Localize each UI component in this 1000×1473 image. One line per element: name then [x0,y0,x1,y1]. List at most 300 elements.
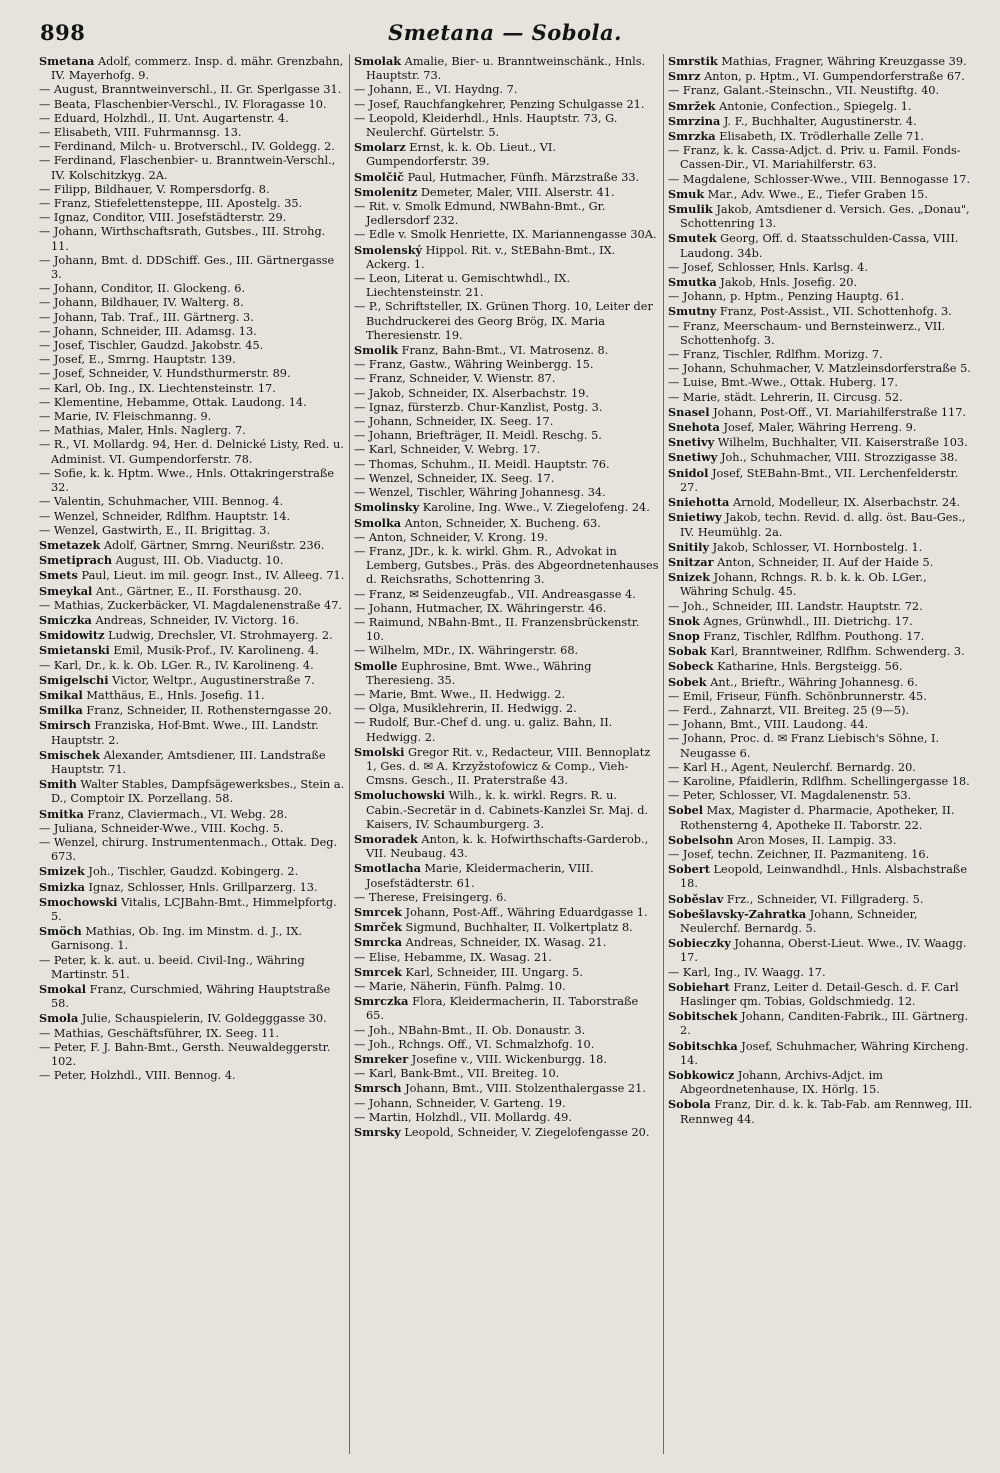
entry-text: — Josef, Tischler, Gaudzd. Jakobstr. 45. [39,339,264,353]
directory-entry [354,1067,659,1081]
directory-entry [668,718,973,732]
directory-entry [668,1097,973,1126]
directory-entry [39,568,345,583]
entry-surname: Smoluchowski [354,788,445,803]
directory-entry [668,789,973,803]
entry-text: — Franz, Stiefelettensteppe, III. Apostelg. 35. [39,197,303,211]
directory-entry [39,396,345,410]
entry-surname: Snok [668,613,700,628]
entry-text: Andreas, Schneider, IX. Wasag. 21. [402,936,607,950]
running-head: Smetana — Sobola. [388,20,622,45]
entry-text: — Ignaz, Conditor, VIII. Josefstädterstr. 29. [39,211,287,225]
entry-text: Matthäus, E., Hnls. Josefig. 11. [82,688,265,702]
entry-text: — Leon, Literat u. Gemischtwhdl., IX. Liechtensteinstr. 21. [354,272,571,300]
entry-surname: Smidowitz [39,628,105,643]
entry-surname: Snetivy [668,435,715,450]
directory-entry [354,300,659,343]
entry-text: Adolf, Gärtner, Smrng. Neurißstr. 236. [100,538,325,552]
directory-entry [39,1041,345,1069]
entry-surname: Sniehotta [668,495,730,510]
directory-entry [668,936,973,965]
entry-text: — Mathias, Geschäftsführer, IX. Seeg. 11. [39,1026,280,1040]
directory-entry [39,584,345,599]
entry-surname: Smitka [39,806,84,821]
entry-text: — Marie, Näherin, Fünfh. Palmg. 10. [354,980,566,993]
entry-surname: Sobert [668,862,710,877]
entry-text: — Johann, Conditor, II. Glockeng. 6. [39,282,246,296]
directory-entry [39,410,345,424]
entry-text: — Emil, Friseur, Fünfh. Schönbrunnerstr. 45. [668,689,927,703]
entry-text: Jakob, Schlosser, VI. Hornbostelg. 1. [709,540,923,554]
directory-entry [668,555,973,570]
directory-entry [354,415,659,429]
entry-text: — Karl, Ob. Ing., IX. Liechtensteinstr. 17. [39,381,276,395]
entry-text: — Ferdinand, Milch- u. Brotverschl., IV. Goldegg. 2. [39,140,335,154]
directory-entry [39,282,345,296]
directory-entry [354,545,659,588]
directory-entry [354,228,659,242]
entry-surname: Smolle [354,658,398,673]
directory-entry [39,424,345,438]
entry-text: — Marie, IV. Fleischmanng. 9. [39,410,212,424]
directory-entry [39,382,345,396]
directory-entry [39,703,345,718]
entry-text: — Franz, Gastw., Währing Weinbergg. 15. [354,358,594,372]
entry-text: — Johann, Schneider, III. Adamsg. 13. [39,324,257,338]
entry-surname: Snietiwy [668,510,722,525]
directory-entry [668,629,973,644]
entry-text: Alexander, Amtsdiener, III. Landstraße Hauptstr. 71. [51,748,326,776]
directory-entry [39,613,345,628]
entry-text: — Wenzel, Schneider, IX. Seeg. 17. [354,471,555,485]
directory-entry [39,864,345,879]
directory-entry [354,1052,659,1067]
directory-entry [39,524,345,538]
entry-surname: Snehota [668,420,720,435]
directory-entry [39,880,345,895]
directory-entry [354,588,659,602]
entry-surname: Smolenitz [354,184,418,199]
directory-entry [354,644,659,658]
directory-entry [39,777,345,806]
directory-entry [668,907,973,936]
directory-entry [668,862,973,891]
entry-text: — Josef, techn. Zeichner, II. Pazmaniteng. 16. [668,847,930,861]
entry-surname: Snasel [668,404,710,419]
directory-entry [39,467,345,495]
entry-text: — Franz, Galant.-Steinschn., VII. Neustiftg. 40. [668,84,940,98]
directory-entry [354,516,659,531]
entry-text: Franziska, Hof-Bmt. Wwe., III. Landstr. Hauptstr. 2. [51,719,319,747]
entry-text: — Franz, k. k. Cassa-Adjct. d. Priv. u. Famil. Fonds-Cassen-Dir., VI. Mariahilferstr. 63. [668,144,961,172]
directory-entry [39,553,345,568]
entry-surname: Smrsch [354,1081,402,1096]
entry-text: Anton, p. Hptm., VI. Gumpendorferstraße 67. [700,70,965,84]
directory-entry [668,659,973,674]
entry-text: — Wenzel, Schneider, Rdlfhm. Hauptstr. 14. [39,509,291,523]
entry-text: Frz., Schneider, VI. Fillgraderg. 5. [723,892,924,906]
directory-entry [354,716,659,744]
entry-surname: Smrcek [354,964,402,979]
entry-text: — Johann, Bildhauer, IV. Walterg. 8. [39,296,244,310]
entry-text: — Johann, Hutmacher, IX. Währingerstr. 46. [354,601,607,615]
directory-entry [39,954,345,982]
entry-text: — Josef, Schlosser, Hnls. Karlsg. 4. [668,260,868,274]
directory-entry [668,690,973,704]
directory-entry [668,600,973,614]
directory-entry [354,688,659,702]
entry-surname: Smreker [354,1052,409,1067]
entry-text: — Therese, Freisingerg. 6. [354,890,507,904]
entry-surname: Snitily [668,539,710,554]
directory-entry [354,401,659,415]
entry-text: Karl, Branntweiner, Rdlfhm. Schwenderg. 3. [706,645,965,659]
entry-text: August, III. Ob. Viaductg. 10. [112,554,284,568]
entry-surname: Sobitschka [668,1038,738,1053]
entry-surname: Smikal [39,687,83,702]
entry-surname: Snitzar [668,554,714,569]
directory-entry [668,644,973,659]
directory-entry [668,435,973,450]
entry-text: Mathias, Fragner, Währing Kreuzgasse 39. [717,55,967,68]
entry-text: — Karl, Ing., IV. Waagg. 17. [668,965,826,979]
directory-entry [354,659,659,688]
directory-entry [39,296,345,310]
directory-entry [39,538,345,553]
directory-entry [39,599,345,613]
entry-surname: Smolak [354,54,402,68]
directory-entry [39,211,345,225]
entry-text: Wilh., k. k. wirkl. Regrs. R. u. Cabin.-Secretär in d. Cabinets-Kanzlei Sr. Maj. d. Kaisers, IV. Schaumburgerg. 3. [366,789,649,831]
directory-entry [668,362,973,376]
entry-text: Johanna, Oberst-Lieut. Wwe., IV. Waagg. 17. [680,937,967,965]
directory-entry [354,486,659,500]
entry-text: Georg, Off. d. Staatsschulden-Cassa, VIII. Laudong. 34b. [680,232,959,260]
directory-entry [668,510,973,539]
directory-entry [354,200,659,228]
entry-text: — Beata, Flaschenbier-Verschl., IV. Floragasse 10. [39,97,327,111]
entry-text: Demeter, Maler, VIII. Alserstr. 41. [417,185,615,199]
entry-text: — Thomas, Schuhm., II. Meidl. Hauptstr. 76. [354,457,610,471]
directory-entry [668,261,973,275]
entry-text: — Edle v. Smolk Henriette, IX. Mariannengasse 30A. [354,228,657,242]
entry-surname: Sobieczky [668,936,731,951]
entry-surname: Snetiwy [668,450,718,465]
entry-text: Johann, Archivs-Adjct. im Abgeordnetenhause, IX. Hörlg. 15. [680,1069,883,1097]
directory-entry [354,905,659,920]
directory-entry [39,1069,345,1083]
directory-entry [39,154,345,182]
directory-entry [354,429,659,443]
entry-text: — Raimund, NBahn-Bmt., II. Franzensbrückenstr. 10. [354,615,640,644]
directory-entry [354,387,659,401]
directory-entry [39,254,345,282]
entry-text: Josef, StEBahn-Bmt., VII. Lerchenfelderstr. 27. [680,466,959,494]
entry-text: Franz, Bahn-Bmt., VI. Matrosenz. 8. [398,344,609,358]
entry-surname: Snizek [668,570,711,585]
directory-entry [668,1068,973,1097]
entry-text: — Juliana, Schneider-Wwe., VIII. Kochg. 5. [39,821,284,835]
entry-text: Mar., Adv. Wwe., E., Tiefer Graben 15. [704,187,928,201]
entry-surname: Smetazek [39,537,101,552]
directory-entry [668,803,973,832]
entry-text: Franz, Leiter d. Detail-Gesch. d. F. Carl Haslinger qm. Tobias, Goldschmiedg. 12. [680,980,959,1008]
entry-text: Johann, Schneider, Neulerchf. Bernardg. 5. [680,907,918,935]
directory-entry [39,1027,345,1041]
entry-text: Johann, Post-Off., VI. Mariahilferstraße 117. [709,405,967,419]
entry-surname: Smizka [39,879,85,894]
entry-text: — Johann, Schneider, V. Garteng. 19. [354,1096,566,1110]
directory-entry [39,54,345,83]
entry-text: Euphrosine, Bmt. Wwe., Währing Theresieng. 35. [366,659,592,687]
entry-text: — Franz, ✉ Seidenzeugfab., VII. Andreasgasse 4. [354,587,636,601]
entry-text: Franz, Curschmied, Währing Hauptstraße 58. [51,983,331,1011]
entry-surname: Smiczka [39,612,92,627]
directory-entry [354,994,659,1023]
directory-entry [39,628,345,643]
directory-entry [354,1097,659,1111]
directory-entry [668,54,973,69]
directory-entry [354,616,659,644]
entry-surname: Sobel [668,803,704,818]
entry-text: — Valentin, Schuhmacher, VIII. Bennog. 4. [39,495,284,509]
directory-entry [39,311,345,325]
entry-text: Paul, Hutmacher, Fünfh. Märzstraße 33. [404,170,640,184]
entry-text: Anton, Schneider, X. Bucheng. 63. [401,516,601,530]
entry-surname: Smolik [354,343,399,358]
entry-text: — Peter, F. J. Bahn-Bmt., Gersth. Neuwaldeggerstr. 102. [39,1040,331,1069]
directory-entry [39,367,345,381]
entry-text: — Johann, Bmt., VIII. Laudong. 44. [668,718,869,732]
entry-text: Josef, Maler, Währing Herreng. 9. [719,421,917,435]
entry-surname: Smržek [668,98,716,113]
directory-entry [668,966,973,980]
entry-text: — Rudolf, Bur.-Chef d. ung. u. galiz. Bahn, II. Hedwigg. 2. [354,716,613,744]
directory-columns [35,54,979,1454]
entry-text: — Franz, Meerschaum- und Bernsteinwerz., VII. Schottenhofg. 3. [668,319,946,347]
entry-text: — Wenzel, Tischler, Währing Johannesg. 34. [354,486,606,500]
directory-entry [668,231,973,260]
entry-text: — P., Schriftsteller, IX. Grünen Thorg. 10, Leiter der Buchdruckerei des Georg Brög, IX. Maria Theresienstr. 19. [354,300,653,342]
entry-text: — Karl H., Agent, Neulerchf. Bernardg. 20. [668,760,916,774]
entry-surname: Sobešlavsky-Zahratka [668,906,807,921]
directory-entry [354,112,659,140]
directory-entry [354,891,659,905]
entry-surname: Sobkowicz [668,1068,735,1083]
directory-entry [668,540,973,555]
directory-entry [354,832,659,861]
entry-text: — Karl, Dr., k. k. Ob. LGer. R., IV. Karolineng. 4. [39,658,314,672]
entry-text: Wilhelm, Buchhalter, VII. Kaiserstraße 103. [714,436,968,450]
entry-surname: Smuk [668,186,705,201]
entry-text: — Marie, städt. Lehrerin, II. Circusg. 52. [668,390,903,404]
directory-entry [354,170,659,185]
directory-entry [668,892,973,907]
directory-entry [668,304,973,319]
directory-entry [39,98,345,112]
entry-text: — Ignaz, fürsterzb. Chur-Kanzlist, Postg. 3. [354,400,603,414]
directory-entry [354,500,659,515]
entry-text: — Anton, Schneider, V. Krong. 19. [354,530,548,544]
entry-surname: Smolinsky [354,500,420,515]
entry-surname: Smutka [668,275,717,290]
entry-surname: Sobitschek [668,1009,738,1024]
directory-entry [39,438,345,466]
directory-entry [354,443,659,457]
entry-text: Vitalis, LCJBahn-Bmt., Himmelpfortg. 5. [51,895,337,923]
entry-surname: Smigelschi [39,672,109,687]
entry-text: Arnold, Modelleur, IX. Alserbachstr. 24. [729,496,960,510]
entry-text: Ant., Gärtner, E., II. Forsthausg. 20. [92,584,302,598]
entry-text: Walter Stables, Dampfsägewerksbes., Stein a. D., Comptoir IX. Porzellang. 58. [51,778,345,806]
entry-text: — Peter, Schlosser, VI. Magdalenenstr. 53. [668,789,912,803]
directory-entry [354,531,659,545]
directory-entry [668,675,973,690]
entry-surname: Soběslav [668,891,724,906]
entry-text: Ludwig, Drechsler, VI. Strohmayerg. 2. [104,629,333,643]
entry-surname: Smola [39,1011,79,1026]
entry-surname: Smetiprach [39,553,113,568]
directory-entry [668,99,973,114]
directory-entry [354,788,659,832]
directory-entry [354,243,659,272]
directory-entry [39,836,345,864]
entry-text: Jakob, techn. Revid. d. allg. öst. Bau-Ges., IV. Heumühlg. 2a. [680,511,966,539]
directory-entry [668,405,973,420]
entry-text: — Johann, Schneider, IX. Seeg. 17. [354,415,554,429]
entry-text: Victor, Weltpr., Augustinerstraße 7. [108,673,315,687]
entry-text: — Johann, Wirthschaftsrath, Gutsbes., III. Strohg. 11. [39,225,326,253]
directory-entry [354,1111,659,1125]
directory-entry [668,320,973,348]
directory-entry [39,688,345,703]
entry-text: — Josef, Schneider, V. Hundsthurmerstr. 89. [39,367,291,381]
directory-entry [39,112,345,126]
entry-text: Johann, Bmt., VIII. Stolzenthalergasse 21. [401,1082,646,1096]
entry-surname: Sobiehart [668,979,730,994]
entry-text: — Johann, Tab. Traf., III. Gärtnerg. 3. [39,310,254,324]
entry-text: Ernst, k. k. Ob. Lieut., VI. Gumpendorferstr. 39. [366,141,556,169]
directory-entry [668,187,973,202]
entry-text: — Luise, Bmt.-Wwe., Ottak. Huberg. 17. [668,376,898,390]
entry-surname: Smutek [668,231,717,246]
entry-text: Adolf, commerz. Insp. d. mähr. Grenzbahn, IV. Mayerhofg. 9. [51,55,344,83]
directory-entry [39,748,345,777]
directory-entry [354,372,659,386]
directory-entry [354,920,659,935]
directory-entry [354,140,659,169]
entry-surname: Smolka [354,515,402,530]
entry-text: Jakob, Amtsdiener d. Versich. Ges. „Donau", Schottenring 13. [680,203,970,231]
entry-text: — Jakob, Schneider, IX. Alserbachstr. 19. [354,386,589,400]
entry-surname: Smulik [668,202,713,217]
directory-entry [39,643,345,658]
entry-text: Paul, Lieut. im mil. geogr. Inst., IV. Alleeg. 71. [77,569,345,583]
directory-entry [354,1024,659,1038]
entry-surname: Smoradek [354,831,418,846]
entry-text: Max, Magister d. Pharmacie, Apotheker, II. Rothensterng 4, Apotheke II. Taborstr. 22. [680,804,955,832]
directory-entry [668,114,973,129]
entry-surname: Smolski [354,744,405,759]
entry-text: Karl, Schneider, III. Ungarg. 5. [401,965,584,979]
entry-text: — Filipp, Bildhauer, V. Rompersdorfg. 8. [39,182,270,196]
directory-entry [668,1039,973,1068]
entry-text: — Wenzel, Gastwirth, E., II. Brigittag. 3. [39,523,271,537]
entry-text: — Johann, Schuhmacher, V. Matzleinsdorferstraße 5. [668,362,971,376]
entry-text: Franz, Dir. d. k. k. Tab-Fab. am Rennweg, III. Rennweg 44. [680,1098,973,1126]
directory-entry [354,1125,659,1140]
directory-entry [668,1009,973,1038]
directory-entry [354,343,659,358]
directory-entry [39,126,345,140]
entry-text: Sigmund, Buchhalter, II. Volkertplatz 8. [401,921,633,935]
directory-entry [668,275,973,290]
entry-text: — Mathias, Maler, Hnls. Naglerg. 7. [39,424,246,438]
entry-text: Franz, Claviermach., VI. Webg. 28. [83,807,288,821]
entry-text: — Johann, E., VI. Haydng. 7. [354,83,518,97]
entry-surname: Sobola [668,1097,711,1112]
entry-surname: Smirsch [39,718,91,733]
directory-entry [668,775,973,789]
directory-entry [668,466,973,495]
entry-text: — Josef, E., Smrng. Hauptstr. 139. [39,353,236,367]
entry-text: — Johann, Bmt. d. DDSchiff. Ges., III. Gärtnergasse 3. [39,253,335,282]
directory-entry [668,348,973,362]
entry-text: — Wilhelm, MDr., IX. Währingerstr. 68. [354,644,579,658]
entry-text: Amalie, Bier- u. Branntweinschänk., Hnls. Hauptstr. 73. [366,55,646,83]
directory-entry [668,202,973,231]
entry-surname: Smeykal [39,583,93,598]
entry-surname: Smolenský [354,242,423,257]
entry-surname: Smrstik [668,54,718,68]
directory-entry [668,614,973,629]
entry-text: — Johann, Briefträger, II. Meidl. Reschg. 5. [354,429,602,443]
entry-text: Johann, Post-Aff., Währing Eduardgasse 1. [401,905,648,919]
entry-surname: Smöch [39,924,82,939]
directory-entry [39,895,345,924]
entry-surname: Smith [39,777,77,792]
entry-surname: Smrcek [354,904,402,919]
directory-entry [39,495,345,509]
entry-surname: Smietanski [39,643,110,658]
entry-text: Leopold, Leinwandhdl., Hnls. Alsbachstraße 18. [680,863,968,891]
directory-entry [668,980,973,1009]
entry-text: — Joh., NBahn-Bmt., II. Ob. Donaustr. 3. [354,1023,586,1037]
directory-entry [39,924,345,953]
entry-surname: Smrz [668,69,701,84]
entry-text: — Klementine, Hebamme, Ottak. Laudong. 14. [39,395,307,409]
entry-surname: Sobeck [668,659,714,674]
entry-text: Julie, Schauspielerin, IV. Goldegggasse 30. [78,1012,327,1026]
entry-text: Johann, Canditen-Fabrik., III. Gärtnerg. 2. [680,1010,969,1038]
entry-text: — Martin, Holzhdl., VII. Mollardg. 49. [354,1110,572,1124]
entry-text: — Mathias, Zuckerbäcker, VI. Magdalenenstraße 47. [39,598,342,612]
directory-entry [668,450,973,465]
entry-surname: Smetana [39,54,95,68]
entry-text: — Karl, Bank-Bmt., VII. Breiteg. 10. [354,1067,560,1081]
column-1 [35,54,349,1454]
entry-text: Marie, Kleidermacherin, VIII. Josefstädterstr. 61. [366,862,594,890]
directory-entry [668,761,973,775]
directory-entry [39,325,345,339]
entry-text: — Leopold, Kleiderhdl., Hnls. Hauptstr. 73, G. Neulerchf. Gürtelstr. 5. [354,111,618,140]
entry-text: — Elise, Hebamme, IX. Wasag. 21. [354,950,552,964]
directory-entry [668,704,973,718]
directory-entry [668,495,973,510]
directory-entry [668,290,973,304]
entry-surname: Smizek [39,864,85,879]
directory-entry [354,1038,659,1052]
